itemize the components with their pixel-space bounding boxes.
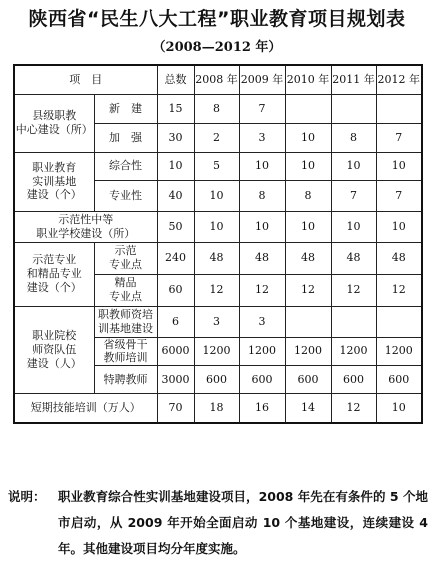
year-value-cell: 3 [239,123,285,152]
year-value-cell: 2 [194,123,239,152]
table-row [14,394,422,423]
group-label: 县级职教 中心建设（所） [14,94,94,152]
year-value-cell: 10 [376,211,422,242]
total-cell: 10 [157,152,194,180]
year-value-cell: 10 [194,180,239,211]
year-value-cell: 10 [285,211,331,242]
year-value-cell: 600 [376,366,422,394]
group-label: 职业教育 实训基地 建设（个） [14,152,94,211]
plan-table [13,64,423,424]
year-value-cell: 1200 [331,337,376,366]
sub-item-label: 专业性 [94,180,157,211]
year-value-cell: 12 [331,394,376,423]
year-value-cell: 3 [239,306,285,337]
year-value-cell: 1200 [376,337,422,366]
sub-item-label: 示范 专业点 [94,242,157,274]
year-value-cell: 8 [194,94,239,123]
year-value-cell: 10 [285,152,331,180]
header-year: 2010 年 [285,65,331,94]
table-row [14,242,422,274]
year-value-cell: 10 [239,211,285,242]
sub-item-label: 精品 专业点 [94,274,157,306]
year-value-cell: 18 [194,394,239,423]
year-value-cell: 48 [376,242,422,274]
sub-item-label: 加 强 [94,123,157,152]
year-value-cell [285,94,331,123]
year-value-cell: 8 [239,180,285,211]
table-row [14,94,422,123]
total-cell: 6 [157,306,194,337]
year-value-cell: 12 [285,274,331,306]
year-value-cell: 1200 [285,337,331,366]
header-year: 2009 年 [239,65,285,94]
year-value-cell: 8 [285,180,331,211]
table-row [14,152,422,180]
year-value-cell: 1200 [239,337,285,366]
group-label: 职业院校 师资队伍 建设（人） [14,306,94,394]
header-total: 总数 [157,65,194,94]
header-row [14,65,422,94]
note-text: 职业教育综合性实训基地建设项目，2008 年先在有条件的 5 个地市启动，从 2009 年开始全面启动 10 个基地建设，连续建设 4 年。其他建设项目均分年度实施。 [58,489,428,556]
year-value-cell: 5 [194,152,239,180]
year-value-cell: 12 [376,274,422,306]
total-cell: 30 [157,123,194,152]
year-value-cell: 10 [239,152,285,180]
year-value-cell: 600 [331,366,376,394]
year-value-cell: 10 [331,152,376,180]
sub-item-label: 省级骨干 教师培训 [94,337,157,366]
year-value-cell [376,306,422,337]
year-value-cell: 10 [285,123,331,152]
table-row [14,211,422,242]
year-value-cell [285,306,331,337]
year-value-cell: 600 [194,366,239,394]
header-year: 2008 年 [194,65,239,94]
year-value-cell: 10 [376,152,422,180]
year-value-cell: 7 [331,180,376,211]
sub-item-label: 职教师资培 训基地建设 [94,306,157,337]
year-value-cell: 8 [331,123,376,152]
header-item: 项 目 [14,65,157,94]
header-year: 2011 年 [331,65,376,94]
year-value-cell [331,306,376,337]
note [8,484,428,562]
total-cell: 15 [157,94,194,123]
year-value-cell: 48 [194,242,239,274]
table-subtitle: （2008—2012 年） [152,40,282,55]
group-label: 短期技能培训（万人） [14,394,157,423]
sub-item-label: 综合性 [94,152,157,180]
total-cell: 70 [157,394,194,423]
total-cell: 6000 [157,337,194,366]
year-value-cell: 12 [239,274,285,306]
total-cell: 3000 [157,366,194,394]
year-value-cell: 14 [285,394,331,423]
header-year: 2012 年 [376,65,422,94]
year-value-cell: 3 [194,306,239,337]
table-title: 陕西省“民生八大工程”职业教育项目规划表 [28,8,406,30]
year-value-cell: 16 [239,394,285,423]
year-value-cell: 1200 [194,337,239,366]
sub-item-label: 新 建 [94,94,157,123]
table-row [14,306,422,337]
year-value-cell: 10 [376,394,422,423]
total-cell: 60 [157,274,194,306]
year-value-cell [376,94,422,123]
year-value-cell: 12 [331,274,376,306]
year-value-cell: 10 [194,211,239,242]
year-value-cell: 600 [285,366,331,394]
year-value-cell: 7 [376,123,422,152]
group-label: 示范性中等 职业学校建设（所） [14,211,157,242]
year-value-cell: 48 [239,242,285,274]
total-cell: 40 [157,180,194,211]
total-cell: 240 [157,242,194,274]
year-value-cell: 600 [239,366,285,394]
year-value-cell: 7 [376,180,422,211]
note-label: 说明： [8,489,46,504]
year-value-cell: 7 [239,94,285,123]
year-value-cell: 12 [194,274,239,306]
group-label: 示范专业 和精品专业 建设（个） [14,242,94,306]
year-value-cell [331,94,376,123]
sub-item-label: 特聘教师 [94,366,157,394]
year-value-cell: 10 [331,211,376,242]
total-cell: 50 [157,211,194,242]
year-value-cell: 48 [331,242,376,274]
year-value-cell: 48 [285,242,331,274]
